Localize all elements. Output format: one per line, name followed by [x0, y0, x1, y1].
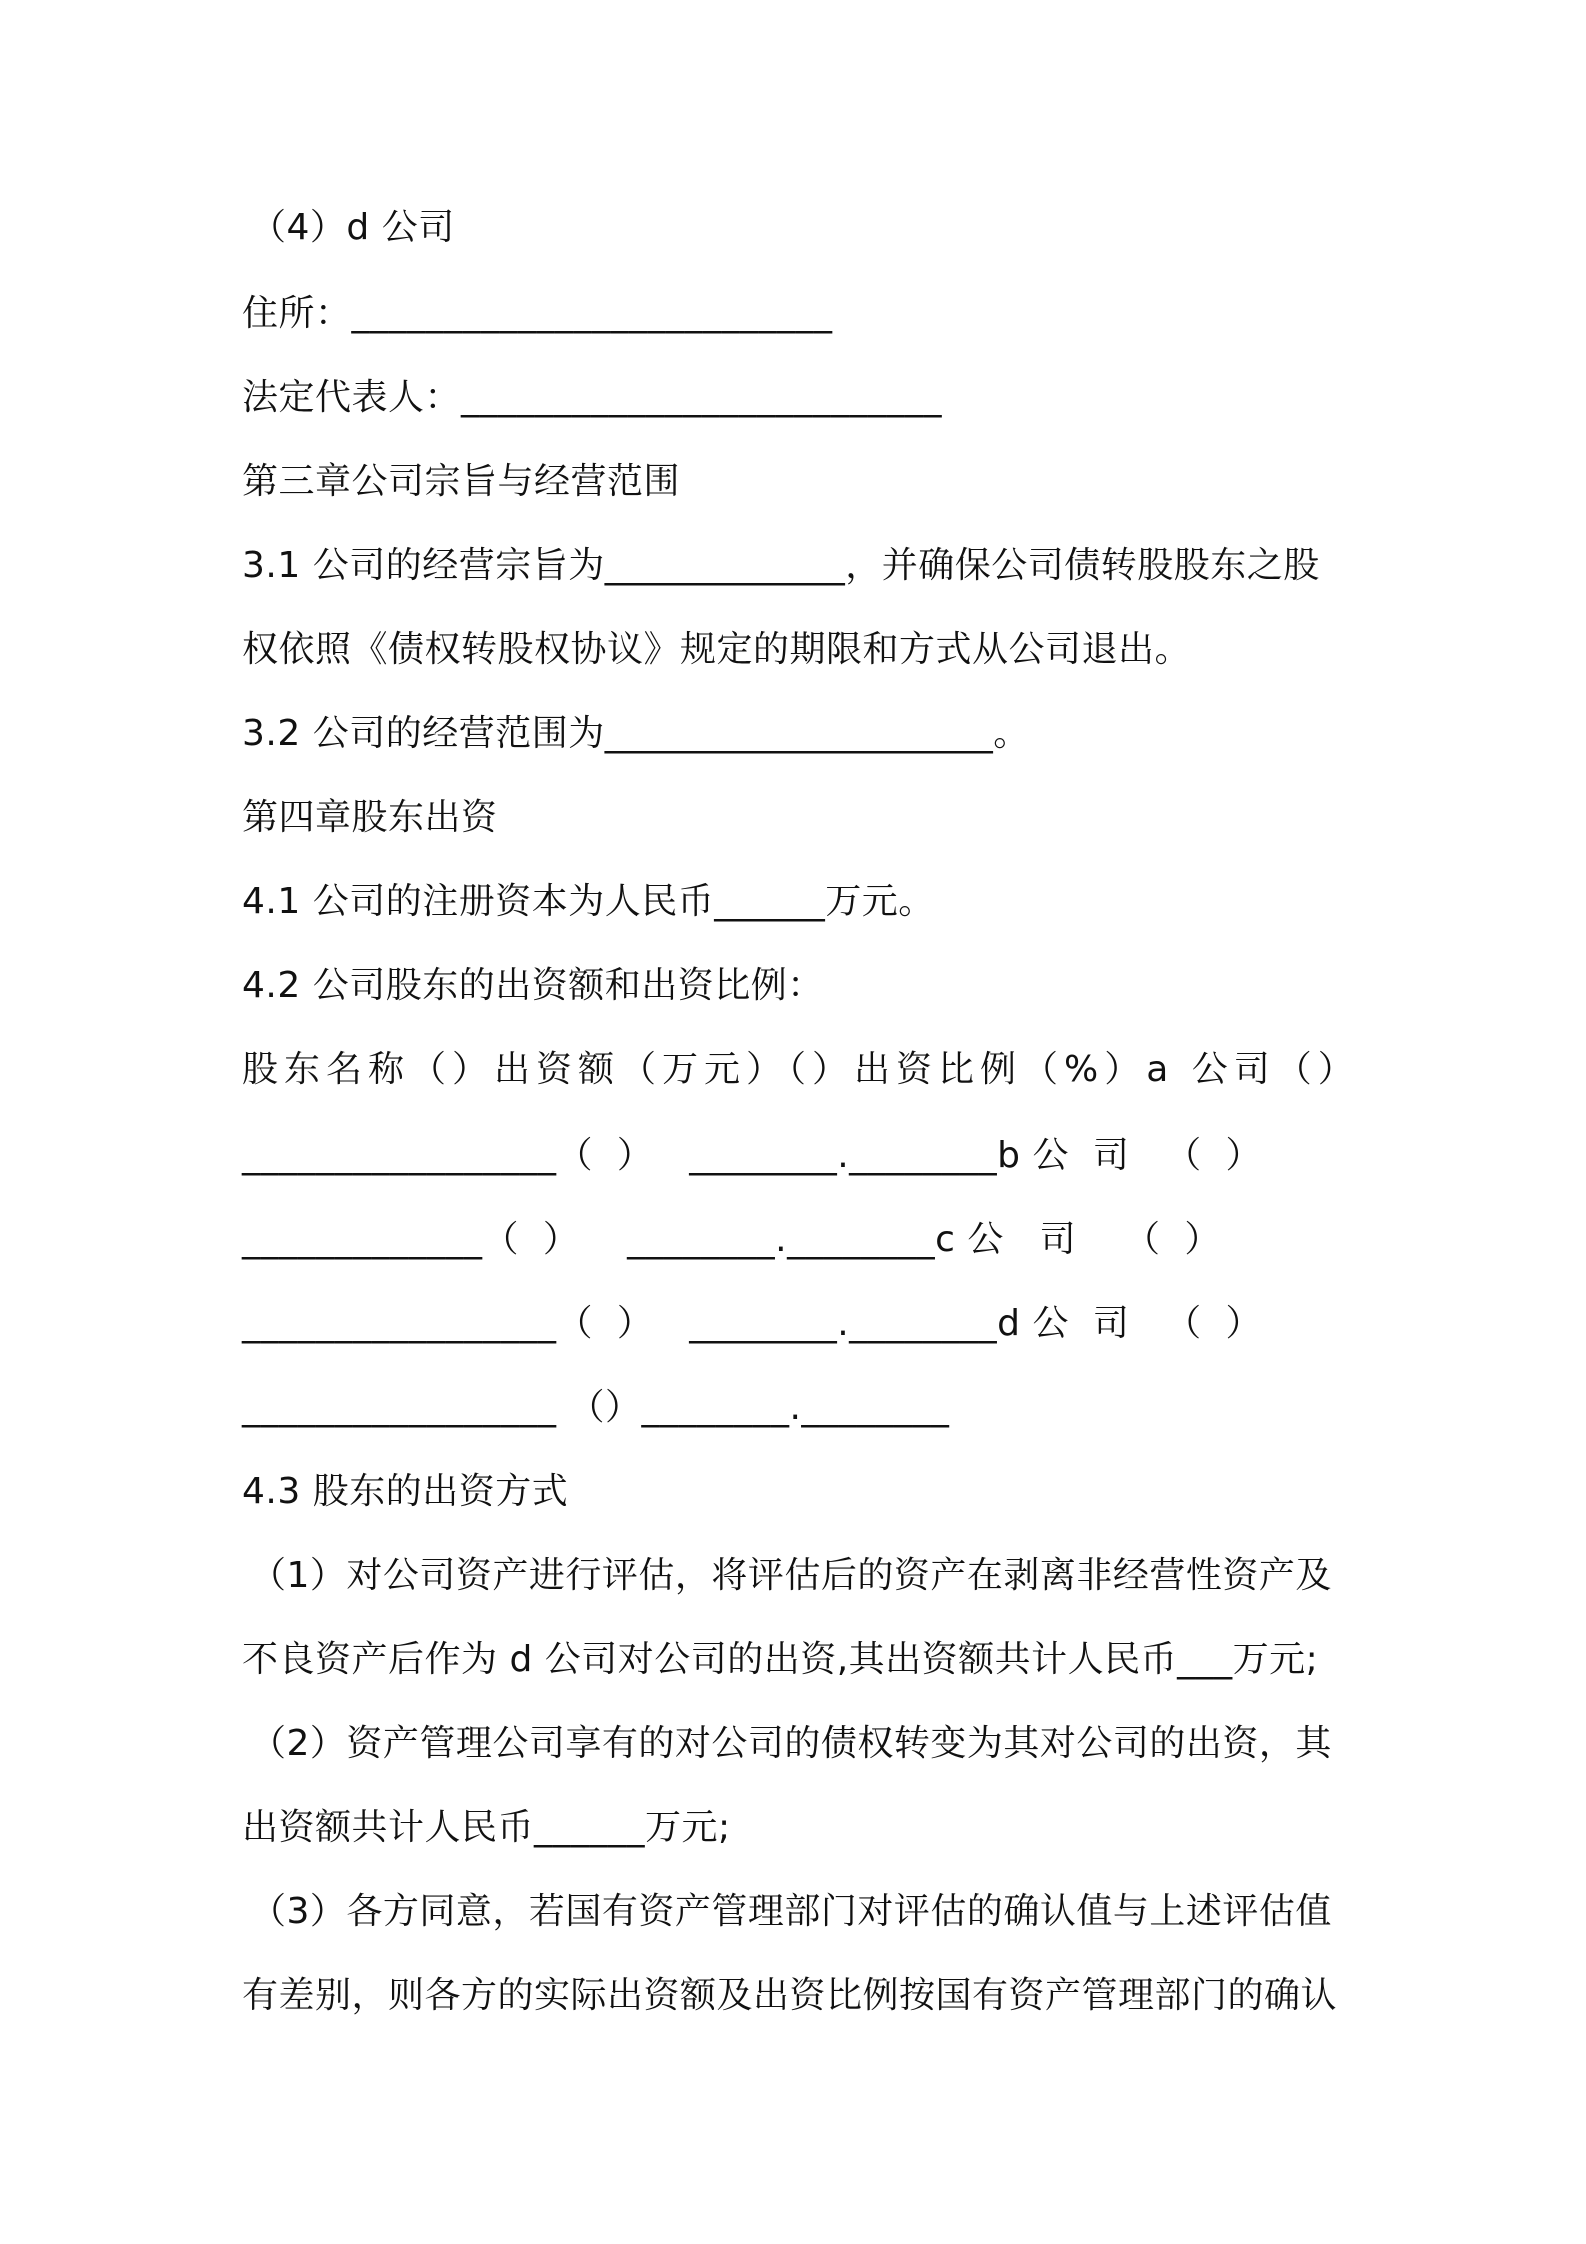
clause-4-3-item-1-continued: 不良资产后作为 d 公司对公司的出资,其出资额共计人民币___万元;	[242, 1639, 1319, 1680]
shareholder-row-a: _________________（ ） ________.________b 公 司 （ ）	[242, 1135, 1263, 1176]
chapter-4-heading: 第四章股东出资	[242, 797, 498, 838]
clause-4-3: 4.3 股东的出资方式	[242, 1471, 569, 1512]
clause-4-3-item-3: （3）各方同意，若国有资产管理部门对评估的确认值与上述评估值	[250, 1891, 1332, 1932]
clause-4-2: 4.2 公司股东的出资额和出资比例：	[242, 965, 824, 1006]
shareholder-row-c: _________________（ ） ________.________d 公 司 （ ）	[242, 1303, 1263, 1344]
field-address: 住所：__________________________	[242, 293, 833, 334]
field-legal-representative: 法定代表人：__________________________	[242, 377, 943, 418]
clause-3-1-continued: 权依照《债权转股权协议》规定的期限和方式从公司退出。	[242, 629, 1192, 670]
clause-3-2: 3.2 公司的经营范围为_____________________。	[242, 713, 1030, 754]
shareholder-row-d: _________________ （）________.________	[242, 1387, 950, 1428]
clause-4-3-item-1: （1）对公司资产进行评估，将评估后的资产在剥离非经营性资产及	[250, 1555, 1332, 1596]
clause-4-3-item-3-continued: 有差别，则各方的实际出资额及出资比例按国有资产管理部门的确认	[242, 1975, 1338, 2016]
clause-3-1: 3.1 公司的经营宗旨为_____________，并确保公司债转股股东之股	[242, 545, 1320, 586]
clause-4-3-item-2: （2）资产管理公司享有的对公司的债权转变为其对公司的出资，其	[250, 1723, 1332, 1764]
shareholder-table-header: 股东名称（）出资额（万元）（）出资比例（%）a 公司（）	[242, 1049, 1360, 1090]
chapter-3-heading: 第三章公司宗旨与经营范围	[242, 461, 681, 502]
clause-4-1: 4.1 公司的注册资本为人民币______万元。	[242, 881, 935, 922]
shareholder-row-b: _____________（ ） ________.________c 公 司 （ ）	[242, 1219, 1221, 1260]
section-heading-company-d: （4）d 公司	[250, 207, 455, 248]
clause-4-3-item-2-continued: 出资额共计人民币______万元;	[242, 1807, 731, 1848]
